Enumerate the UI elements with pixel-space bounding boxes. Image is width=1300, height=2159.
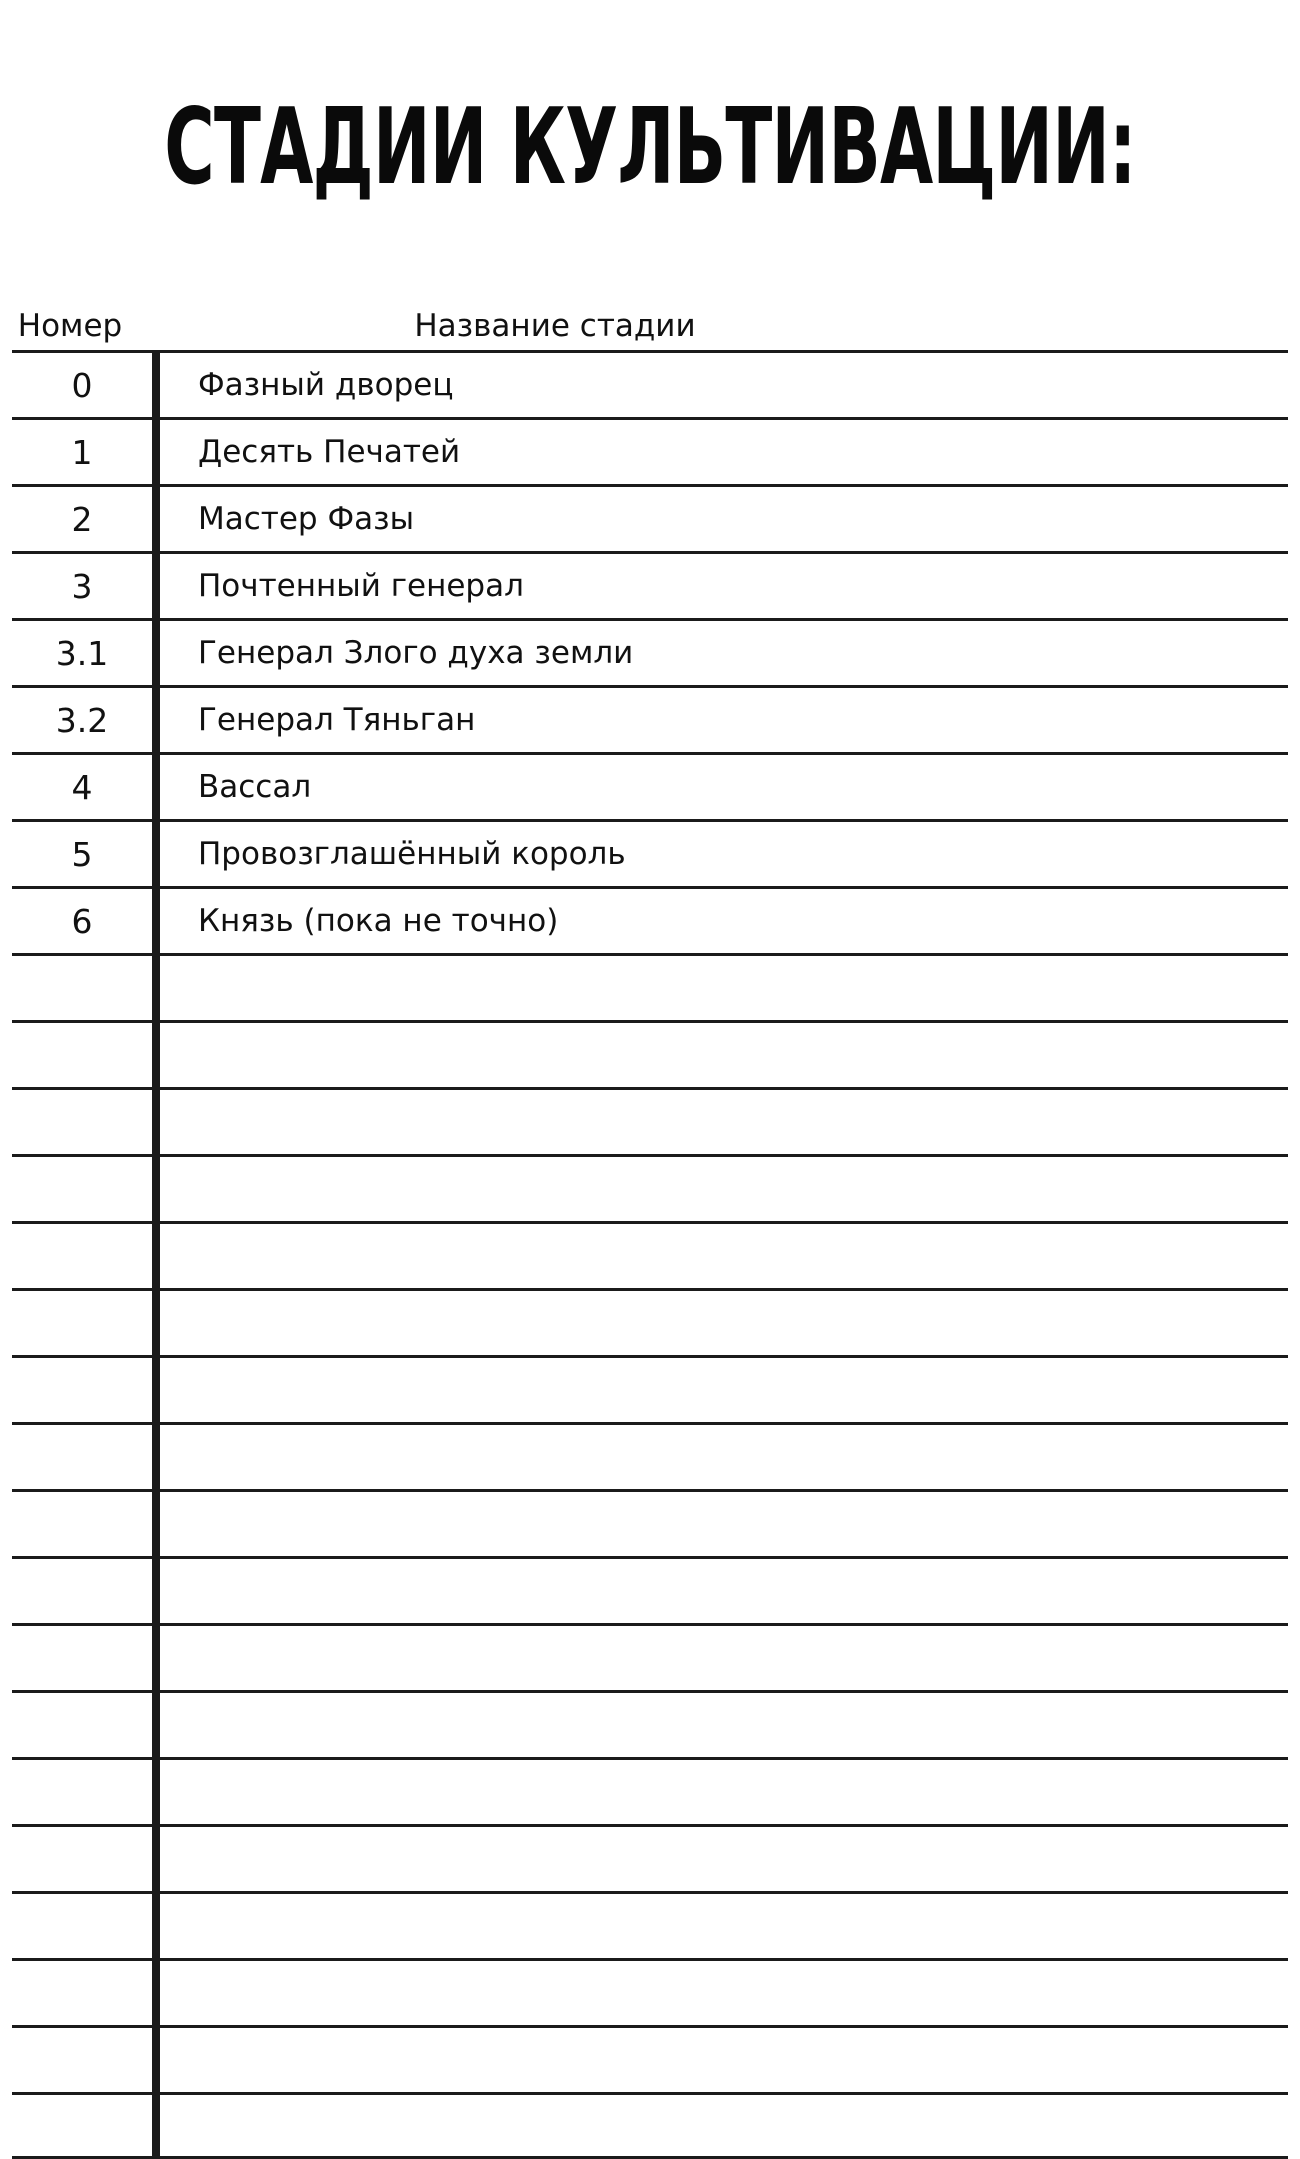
cell-stage-name [160,1023,1288,1087]
column-divider [152,956,160,1020]
column-divider [152,420,160,484]
cell-number [12,1693,152,1757]
column-divider [152,822,160,886]
table-row [12,1623,1288,1690]
table-row [12,1958,1288,2025]
cultivation-stages-table [0,292,1300,2159]
column-divider [152,1023,160,1087]
table-row [12,1154,1288,1221]
cell-stage-name: Провозглашённый король [198,836,626,872]
cell-stage-name [160,1090,1288,1154]
table-row [12,417,1288,484]
cell-number: 6 [71,901,93,941]
cell-stage-name [160,956,1288,1020]
column-divider [152,755,160,819]
column-header-stage-name: Название стадии [414,308,696,344]
cell-number [12,1961,152,2025]
table-row [12,350,1288,417]
table-row [12,1422,1288,1489]
cell-number: 3 [71,566,93,606]
cell-stage-name: Генерал Злого духа земли [198,635,634,671]
cell-stage-name [160,1492,1288,1556]
table-row [12,1489,1288,1556]
cell-number: 0 [71,365,93,405]
table-row [12,1757,1288,1824]
column-divider [152,1492,160,1556]
column-divider [152,1760,160,1824]
cell-stage-name: Вассал [198,769,312,805]
cell-number: 4 [71,767,93,807]
table-row [12,752,1288,819]
table-row [12,953,1288,1020]
column-header-number: Номер [17,308,123,344]
column-divider [152,1291,160,1355]
cell-stage-name: Фазный дворец [198,367,454,403]
cell-stage-name: Князь (пока не точно) [198,903,559,939]
cell-number [12,1626,152,1690]
table-row [12,1087,1288,1154]
table-header-row [0,292,1300,350]
column-divider [152,1827,160,1891]
column-divider [152,1693,160,1757]
table-row [12,1690,1288,1757]
table-row [12,819,1288,886]
table-row [12,551,1288,618]
cell-stage-name [160,1894,1288,1958]
cell-stage-name [160,1291,1288,1355]
cell-number [12,1425,152,1489]
column-divider [152,1157,160,1221]
cell-stage-name [160,1827,1288,1891]
cell-stage-name: Десять Печатей [198,434,461,470]
cell-number [12,1559,152,1623]
column-divider [152,2028,160,2092]
cell-number [12,1827,152,1891]
column-divider [152,621,160,685]
column-divider [152,688,160,752]
page-title: СТАДИИ КУЛЬТИВАЦИИ: [164,86,1136,209]
cell-number [12,1358,152,1422]
table-row [12,1020,1288,1087]
column-divider [152,889,160,953]
column-divider [152,1358,160,1422]
cell-number: 5 [71,834,93,874]
cell-number [12,1291,152,1355]
table-row [12,618,1288,685]
cell-number [12,1090,152,1154]
cell-number: 1 [71,432,93,472]
cell-stage-name [160,1425,1288,1489]
column-divider [152,1961,160,2025]
cell-stage-name [160,1760,1288,1824]
cell-stage-name [160,2095,1288,2156]
cell-stage-name [160,1358,1288,1422]
cell-number [12,1894,152,1958]
cell-stage-name: Мастер Фазы [198,501,415,537]
cell-number [12,1760,152,1824]
cell-stage-name [160,1559,1288,1623]
table-row [12,2025,1288,2092]
column-divider [152,487,160,551]
column-divider [152,1090,160,1154]
cell-number [12,1224,152,1288]
column-divider [152,2095,160,2156]
table-row [12,1355,1288,1422]
column-divider [152,1224,160,1288]
table-row [12,1891,1288,1958]
column-divider [152,1425,160,1489]
cell-stage-name [160,1157,1288,1221]
cell-stage-name [160,1224,1288,1288]
cell-number [12,956,152,1020]
cell-number [12,2095,152,2156]
table-body [12,350,1288,2159]
cell-stage-name [160,1693,1288,1757]
cell-stage-name [160,2028,1288,2092]
cell-stage-name: Почтенный генерал [198,568,524,604]
cell-number [12,1157,152,1221]
table-row [12,1288,1288,1355]
table-row [12,1556,1288,1623]
cell-number: 2 [71,499,93,539]
table-row [12,484,1288,551]
cell-number: 3.2 [55,700,109,740]
table-row [12,2092,1288,2159]
column-divider [152,1559,160,1623]
table-row [12,886,1288,953]
cell-stage-name [160,1961,1288,2025]
table-row [12,1824,1288,1891]
cell-stage-name: Генерал Тяньган [198,702,476,738]
cell-number: 3.1 [55,633,109,673]
cell-number [12,2028,152,2092]
column-divider [152,554,160,618]
column-divider [152,1626,160,1690]
cell-stage-name [160,1626,1288,1690]
cell-number [12,1023,152,1087]
table-row [12,1221,1288,1288]
column-divider [152,1894,160,1958]
cell-number [12,1492,152,1556]
table-row [12,685,1288,752]
column-divider [152,353,160,417]
